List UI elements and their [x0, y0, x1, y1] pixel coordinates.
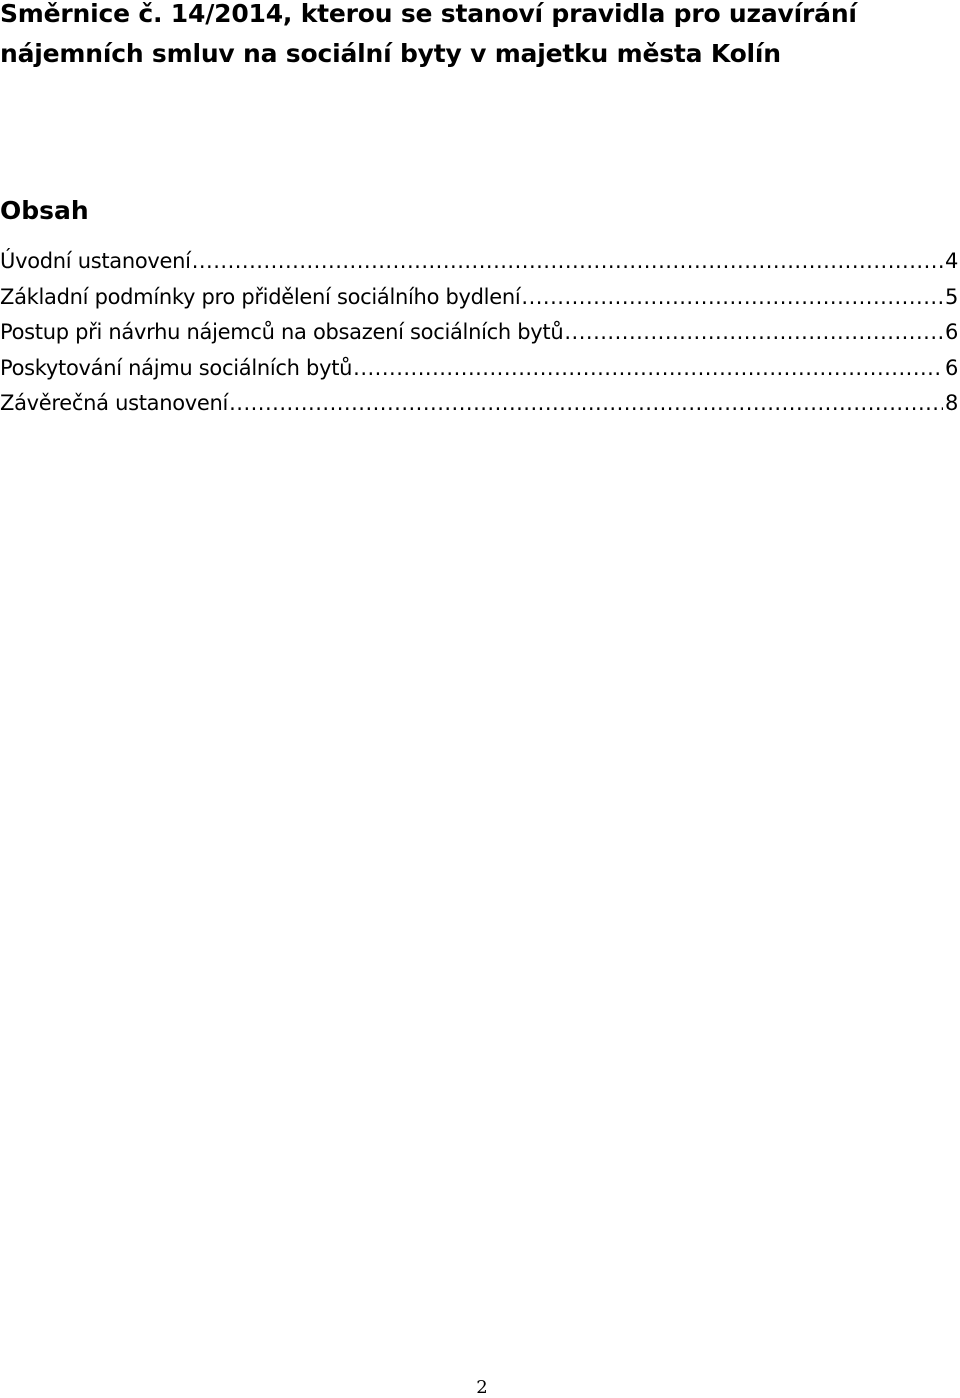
toc-entry-label: Poskytování nájmu sociálních bytů: [0, 355, 353, 380]
toc-dot-leader: [521, 280, 943, 315]
toc-entry-page: 8: [944, 391, 958, 415]
toc-entry-zakladni-podminky[interactable]: [0, 280, 960, 316]
toc-entry-page: 4: [944, 249, 958, 273]
toc-dot-leader: [353, 351, 943, 386]
toc-entry-poskytovani-najmu[interactable]: [0, 351, 960, 387]
page-number: 2: [476, 1377, 488, 1398]
toc-entry-page: 6: [944, 355, 958, 380]
toc-entry-label: Základní podmínky pro přidělení sociálního bydlení: [0, 284, 521, 309]
toc-entry-uvodni-ustanoveni[interactable]: [0, 244, 960, 280]
document-title: Směrnice č. 14/2014, kterou se stanoví pravidla pro uzavírání nájemních smluv na sociální byty v majetku města Kolín: [0, 0, 857, 68]
toc-heading: Obsah: [0, 196, 89, 225]
toc-dot-leader: [192, 244, 943, 279]
toc-dot-leader: [229, 386, 943, 421]
toc-dot-leader: [564, 315, 943, 350]
toc-entry-label: Závěrečná ustanovení: [0, 391, 229, 415]
toc-entry-page: 6: [944, 320, 958, 344]
table-of-contents: [0, 244, 960, 422]
toc-entry-label: Úvodní ustanovení: [0, 249, 191, 273]
toc-entry-page: 5: [944, 284, 958, 309]
toc-entry-label: Postup při návrhu nájemců na obsazení sociálních bytů: [0, 320, 564, 344]
toc-entry-postup-pri-navrhu[interactable]: [0, 315, 960, 351]
toc-entry-zaverecna-ustanoveni[interactable]: [0, 386, 960, 422]
